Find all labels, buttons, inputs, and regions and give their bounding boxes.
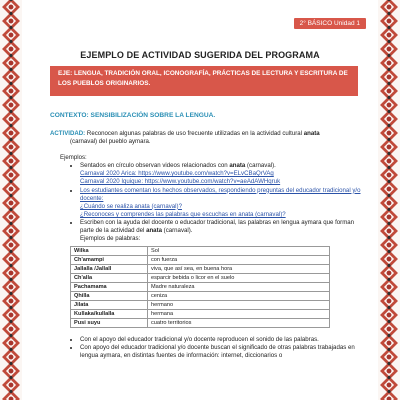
- meaning-cell: esparcir bebida o licor en el suelo: [148, 274, 330, 283]
- video-link-arica[interactable]: Carnaval 2020 Arica: https://www.youtube.com/watch?v=ELvCBaQrVAg: [80, 170, 274, 178]
- aymara-word-cell: Qhilla: [71, 292, 148, 301]
- page-title: EJEMPLO DE ACTIVIDAD SUGERIDA DEL PROGRAMA: [80, 50, 320, 60]
- examples-list: [50, 162, 362, 243]
- list-item: [80, 162, 362, 186]
- words-table: [70, 246, 330, 328]
- meaning-cell: Madre naturaleza: [148, 283, 330, 292]
- item3-sub: Ejemplos de palabras:: [80, 235, 141, 243]
- aymara-word-cell: Pachamama: [71, 283, 148, 292]
- aymara-word-cell: Jallalla /Jallall: [71, 265, 148, 274]
- activity-paragraph: [50, 130, 362, 146]
- table-row: [71, 283, 330, 292]
- list-item: [80, 187, 362, 219]
- meaning-cell: hermana: [148, 310, 330, 319]
- item2-text: Los estudiantes comentan los hechos observados, respondiendo preguntas del educador tradicional y/o docente:: [80, 186, 361, 202]
- followup-list: [50, 336, 362, 360]
- aymara-word-cell: Ch'amampi: [71, 256, 148, 265]
- aymara-word-cell: Wilka: [71, 247, 148, 256]
- table-row: [71, 319, 330, 328]
- decorative-border-right: [378, 0, 400, 400]
- table-row: [71, 256, 330, 265]
- question-1: ¿Cuándo se realiza anata (carnaval)?: [80, 202, 182, 210]
- meaning-cell: ceniza: [148, 292, 330, 301]
- activity-text-b: (carnaval) del pueblo aymara.: [70, 138, 151, 146]
- table-row: [71, 274, 330, 283]
- list-item: • Con el apoyo del educador tradicional y/o docente reproducen el sonido de las palabras.: [80, 336, 362, 344]
- item3-tail: (carnaval).: [161, 227, 193, 235]
- activity-text-a: Reconocen algunas palabras de uso frecuente utilizadas en la actividad cultural: [85, 130, 304, 137]
- aymara-word-cell: Ch'alla: [71, 274, 148, 283]
- item1-text: Sentados en círculo observan videos relacionados con: [80, 162, 230, 170]
- activity-content: [50, 130, 362, 361]
- aymara-word-cell: Jilata: [71, 301, 148, 310]
- decorative-border-left: [0, 0, 22, 400]
- contexto-heading: CONTEXTO: SENSIBILIZACIÓN SOBRE LA LENGUA.: [50, 112, 216, 119]
- activity-bold-anata: anata: [303, 130, 320, 137]
- meaning-cell: cuatro territorios: [148, 319, 330, 328]
- meaning-cell: viva, que así sea, en buena hora: [148, 265, 330, 274]
- table-row: [71, 292, 330, 301]
- meaning-cell: Sol: [148, 247, 330, 256]
- eje-banner: EJE: LENGUA, TRADICIÓN ORAL, ICONOGRAFÍA, PRÁCTICAS DE LECTURA Y ESCRITURA DE LOS PUEBLOS ORIGINARIOS.: [50, 66, 358, 96]
- video-link-iquique[interactable]: Carnaval 2020 Iquique: https://www.youtube.com/watch?v=aeAdAWHqruk: [80, 178, 281, 186]
- aymara-word-cell: Kullaka/kullalla: [71, 310, 148, 319]
- list-item: • Con apoyo del educador tradicional y/o docente buscan el significado de otras palabras trabajadas en lengua aymara, en distintas fuentes de información: internet, diccionarios o: [80, 344, 362, 360]
- table-row: [71, 247, 330, 256]
- list-item: [80, 219, 362, 243]
- meaning-cell: con fuerza: [148, 256, 330, 265]
- aymara-word-cell: Pusi suyu: [71, 319, 148, 328]
- item1-bold: anata: [229, 162, 246, 170]
- item1-tail: (carnaval).: [245, 162, 276, 170]
- meaning-cell: hermano: [148, 301, 330, 310]
- item3-bold: anata: [146, 227, 162, 235]
- table-row: [71, 265, 330, 274]
- item3-text: Escriben con la ayuda del docente o educador tradicional, las palabras en lengua aymara que forman parte de la actividad del: [80, 218, 355, 235]
- question-2: ¿Reconoces y comprendes las palabras que escuchas en anata (carnaval)?: [80, 210, 286, 218]
- table-row: [71, 301, 330, 310]
- table-row: [71, 310, 330, 319]
- grade-unit-badge: 2° BÁSICO Unidad 1: [294, 18, 366, 29]
- activity-label: ACTIVIDAD:: [50, 130, 86, 137]
- ejemplos-label: Ejemplos:: [60, 154, 87, 162]
